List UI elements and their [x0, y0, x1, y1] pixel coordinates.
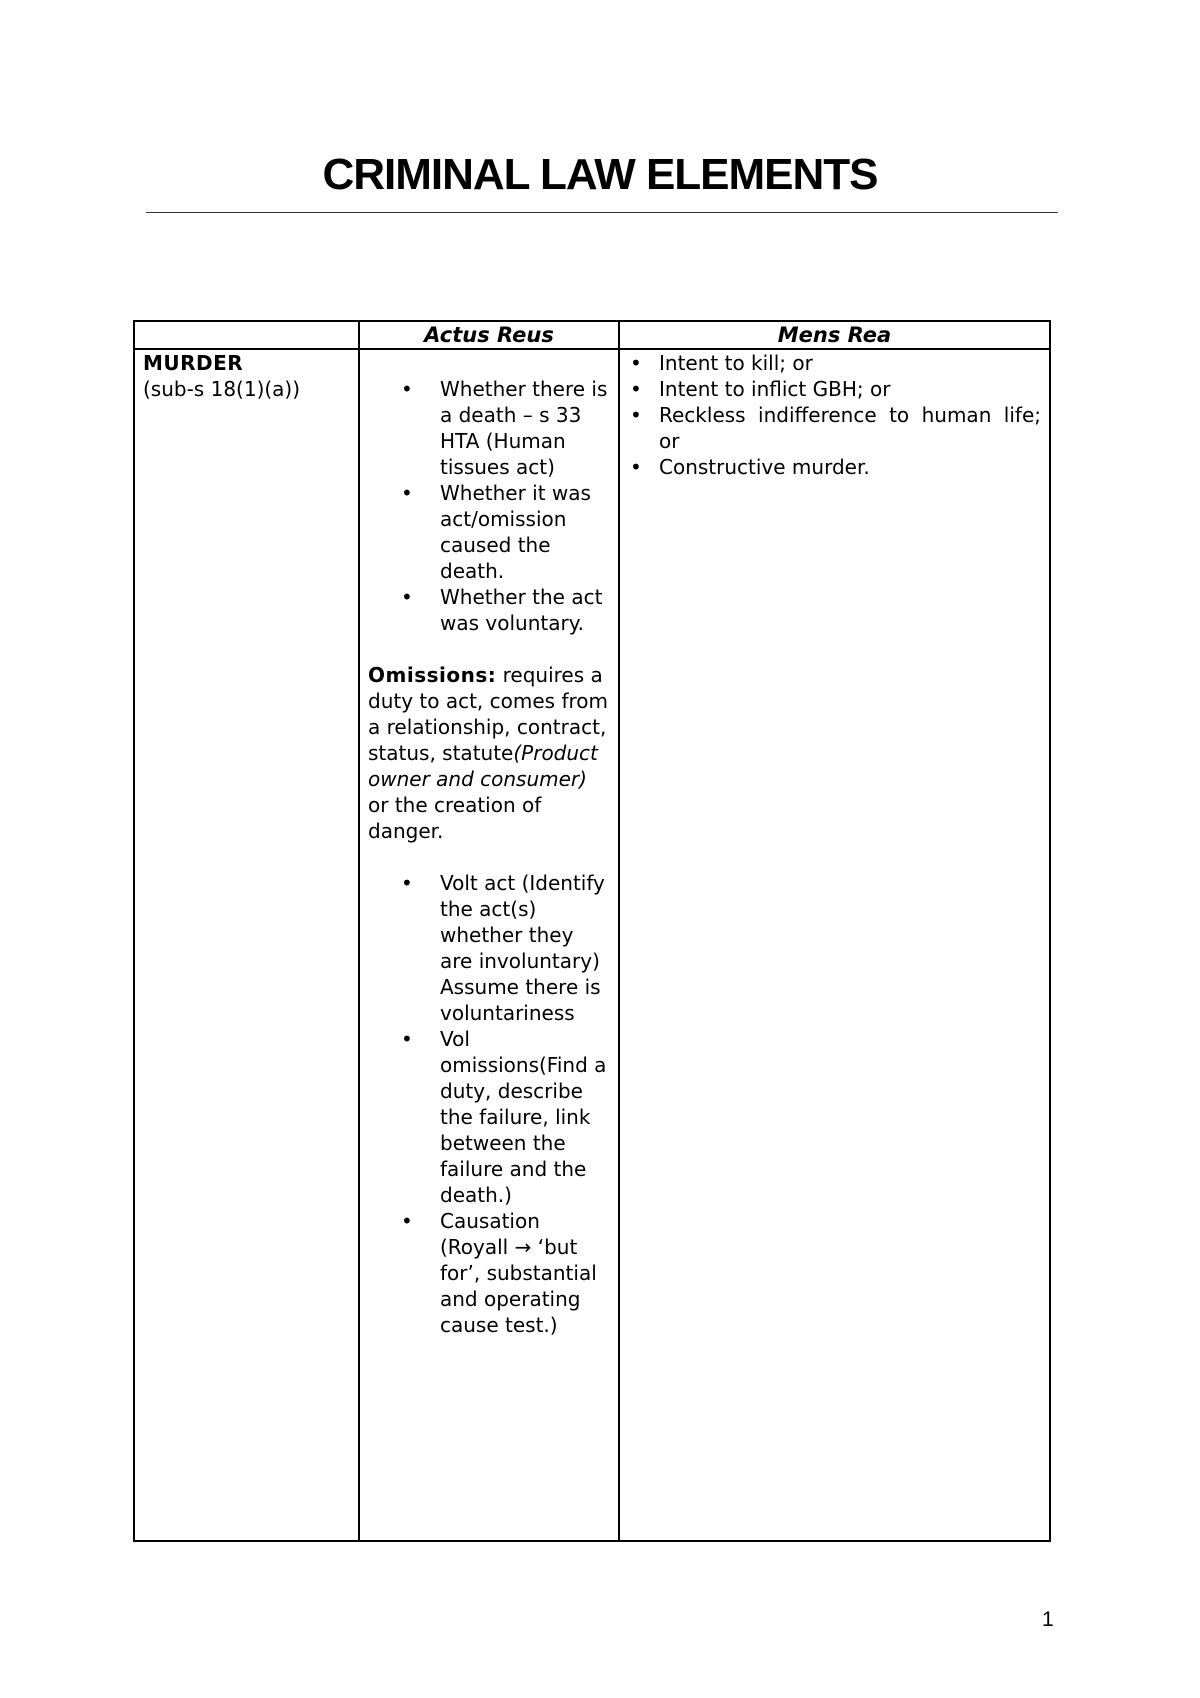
list-item — [368, 1026, 610, 1208]
actus-reus-list — [368, 376, 610, 636]
bullet-icon: • — [630, 351, 642, 375]
mens-rea-cell — [619, 349, 1050, 1541]
header-offence — [134, 321, 359, 349]
omissions-text-end: or the creation of danger. — [368, 793, 542, 843]
list-item-text: Whether the act was voluntary. — [440, 585, 603, 635]
offence-name: MURDER — [143, 351, 244, 375]
list-item — [628, 454, 1041, 480]
bullet-icon: • — [630, 377, 642, 401]
actus-reus-cell — [359, 349, 619, 1541]
page-title: CRIMINAL LAW ELEMENTS — [322, 150, 878, 199]
bullet-icon: • — [401, 481, 413, 505]
list-item — [368, 870, 610, 1026]
list-item — [628, 402, 1041, 454]
bullet-icon: • — [630, 403, 642, 427]
list-item-text: Constructive murder. — [659, 455, 870, 479]
table-row — [134, 349, 1050, 1541]
omissions-lead: Omissions: — [368, 663, 497, 687]
bullet-icon: • — [401, 1027, 413, 1051]
header-actus-reus: Actus Reus — [359, 321, 619, 349]
title-underline — [146, 212, 1058, 213]
list-item-text: Intent to kill; or — [659, 351, 813, 375]
list-item-text: Volt act (Identify the act(s) whether they are involuntary) Assume there is voluntariness — [440, 871, 605, 1025]
list-item-text: Whether it was act/omission caused the death. — [440, 481, 591, 583]
bullet-icon: • — [401, 871, 413, 895]
list-item-text: Intent to inflict GBH; or — [659, 377, 891, 401]
actus-reus-steps-list — [368, 870, 610, 1338]
mens-rea-list — [628, 350, 1041, 480]
list-item-text: Vol omissions(Find a duty, describe the failure, link between the failure and the death.) — [440, 1027, 607, 1207]
list-item — [628, 350, 1041, 376]
omissions-paragraph — [368, 662, 610, 844]
omissions-text: requires a duty to act, comes from a relationship, contract, status, statute — [368, 663, 608, 765]
omissions-example: (Product owner and consumer) — [368, 741, 598, 791]
list-item-text: Whether there is a death – s 33 HTA (Human tissues act) — [440, 377, 608, 479]
bullet-icon: • — [630, 455, 642, 479]
list-item-text: Causation (Royall → ‘but for’, substantial and operating cause test.) — [440, 1209, 597, 1337]
bullet-icon: • — [401, 377, 413, 401]
bullet-icon: • — [401, 585, 413, 609]
list-item — [628, 376, 1041, 402]
list-item-text: Reckless indifference to human life; or — [659, 403, 1041, 453]
section-reference: (sub-s 18(1)(a)) — [143, 377, 301, 401]
list-item — [368, 376, 610, 480]
offence-cell — [134, 349, 359, 1541]
list-item — [368, 584, 610, 636]
table-header-row — [134, 321, 1050, 349]
list-item — [368, 1208, 610, 1338]
page-number: 1 — [1042, 1608, 1054, 1631]
header-mens-rea: Mens Rea — [619, 321, 1050, 349]
list-item — [368, 480, 610, 584]
bullet-icon: • — [401, 1209, 413, 1233]
elements-table — [133, 320, 1051, 1542]
